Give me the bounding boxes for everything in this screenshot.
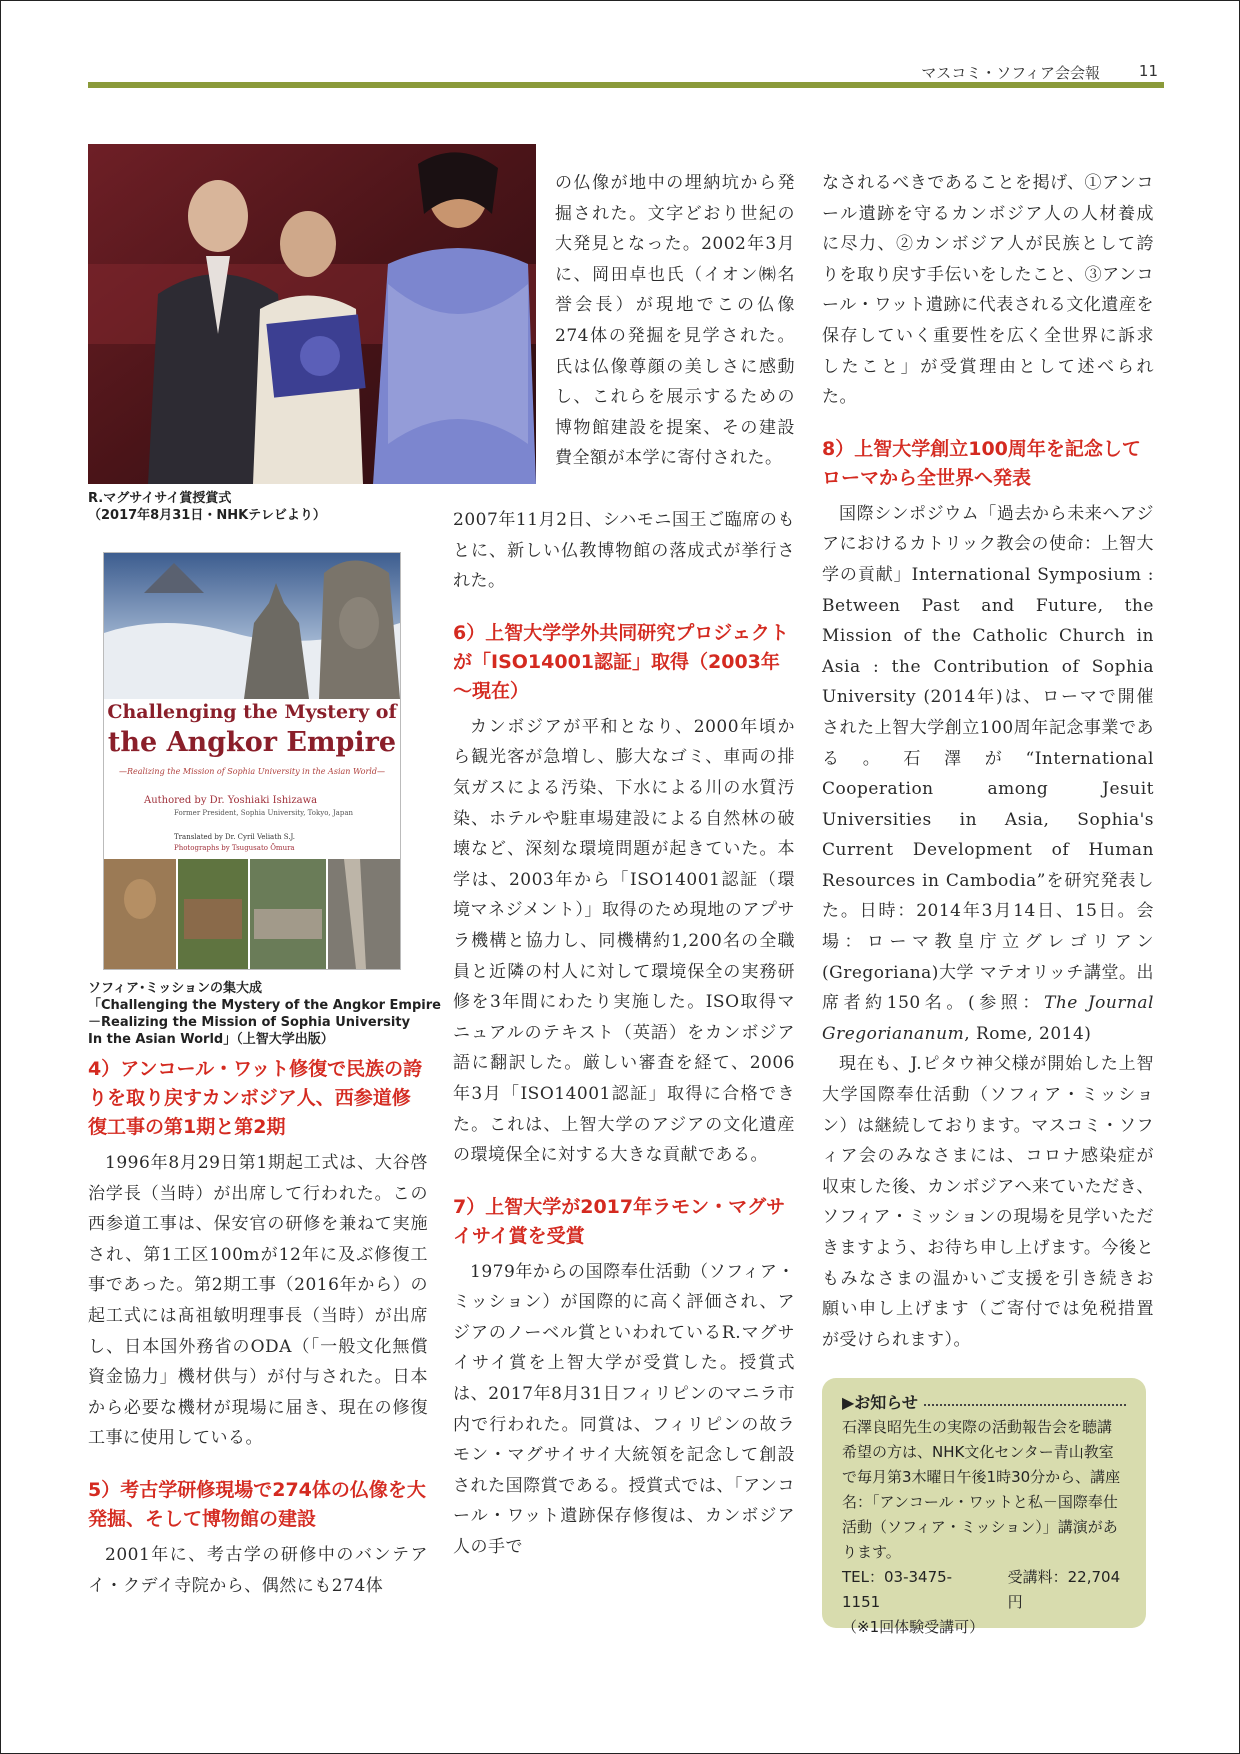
section-8-text: 国際シンポジウム「過去から未来へアジアにおけるカトリック教会の使命：上智大学の貢献」International Symposium : Between Past and Future, the Mission of the Catholic Church in Asia : the Contribution of Sophia University (2014年)は、ローマで開催された上智大学創立100周年記念事業である。石澤が“International Cooperation among Jesuit Universities in Asia, Sophia's Current Development of Human Resources in Cambodia”を研究発表した。日時：2014年3月14日、15日。会場：ローマ教皇庁立グレゴリアン(Gregoriana)大学 マテオリッチ講堂。出席者約150名。(参照：: [822, 503, 1154, 1014]
section-4-body: 1996年8月29日第1期起工式は、大谷啓治学長（当時）が出席して行われた。この西参道工事は、保安官の研修を兼ねて実施され、第1工区100mが12年に及ぶ修復工事であった。第2期工事（2016年から）の起工式には髙祖敏明理事長（当時）が出席し、日本国外務省のODA（「一般文化無償資金協力」機材供与）が付与された。日本から必要な機材が現場に届き、現在の修復工事に使用している。: [88, 1153, 428, 1449]
caption-line: R.マグサイサイ賞授賞式: [88, 491, 232, 506]
column-1: [88, 1055, 428, 1601]
section-5-body: 2001年に、考古学の研修中のバンテアイ・クデイ寺院から、偶然にも274体: [88, 1544, 428, 1596]
book-subtitle: —Realizing the Mission of Sophia University in the Asian World—: [119, 767, 385, 776]
column-2: [453, 505, 795, 1563]
award-ceremony-photo: [88, 144, 536, 484]
section-7-continued: なされるべきであることを掲げ、①アンコール遺跡を守るカンボジア人の人材養成に尽力、②カンボジア人が民族として誇りを取り戻す手伝いをしたこと、③アンコール・ワット遺跡に代表される文化遺産を保存していく重要性を広く全世界に訴求したこと」が受賞理由として述べられた。: [822, 173, 1154, 408]
section-7-body: 1979年からの国際奉仕活動（ソフィア・ミッション）が国際的に高く評価され、アジアのノーベル賞といわれているR.マグサイサイ賞を上智大学が受賞した。授賞式は、2017年8月31日フィリピンのマニラ市内で行われた。同賞は、フィリピンの故ラモン・マグサイサイ大統領を記念して創設された国際賞である。授賞式では、「アンコール・ワット遺跡保存修復は、カンボジア人の手で: [453, 1261, 795, 1558]
book-author-role: Former President, Sophia University, Tokyo, Japan: [174, 809, 353, 817]
section-7-heading: 7）上智大学が2017年ラモン・マグサイサイ賞を受賞: [453, 1195, 786, 1247]
notice-contact-row: [842, 1565, 1126, 1615]
column-3: [822, 168, 1154, 1355]
page-number: 11: [1138, 62, 1158, 80]
section-5-continued: の仏像が地中の埋納坑から発掘された。文字どおり世紀の大発見となった。2002年3月に、岡田卓也氏（イオン㈱名誉会長）が現地でこの仏像274体の発掘を見学された。氏は仏像尊顔の美しさに感動し、これらを展示するための博物館建設を提案、その建設費全額が本学に寄付された。: [555, 173, 795, 469]
book-author: Authored by Dr. Yoshiaki Ishizawa: [144, 795, 318, 806]
notice-fee: 受講料：22,704円: [1007, 1568, 1121, 1611]
notice-box: [822, 1378, 1146, 1636]
notice-note: （※1回体験受講可）: [842, 1618, 985, 1636]
section-4-heading: 4）アンコール・ワット修復で民族の誇りを取り戻すカンボジア人、西参道修復工事の第1期と第2期: [88, 1058, 423, 1138]
book-cover: [103, 552, 401, 970]
book-photographer: Photographs by Tsugusato Ōmura: [174, 844, 295, 852]
book-title-line1: Challenging the Mystery of: [107, 701, 397, 723]
section-8-citation-tail: , Rome, 2014): [964, 1023, 1092, 1044]
section-5-heading: 5）考古学研修現場で274体の仏像を大発掘、そして博物館の建設: [88, 1478, 426, 1530]
notice-body: 石澤良昭先生の実際の活動報告会を聴講希望の方は、NHK文化センター青山教室で毎月第3木曜日午後1時30分から、講座名：「アンコール・ワットと私－国際奉仕活動（ソフィア・ミッション）」講演があります。: [842, 1418, 1121, 1561]
section-8-closing: 現在も、J.ピタウ神父様が開始した上智大学国際奉仕活動（ソフィア・ミッション）は継続しております。マスコミ・ソフィア会のみなさまには、コロナ感染症が収束した後、カンボジアへ来ていただき、ソフィア・ミッションの現場を見学いただきますよう、お待ち申し上げます。今後ともみなさまの温かいご支援を引き続きお願い申し上げます（ご寄付では免税措置が受けられます）。: [822, 1054, 1154, 1350]
notice-heading: [842, 1390, 1126, 1415]
dotted-leader: [924, 1404, 1126, 1406]
section-8-body: [822, 499, 1154, 1050]
caption-line: In the Asian World」（上智大学出版）: [88, 1032, 334, 1047]
caption-line: －Realizing the Mission of Sophia University: [88, 1015, 411, 1030]
book-title-line2: the Angkor Empire: [107, 727, 397, 758]
header-rule: [88, 82, 1164, 88]
section-5-conclusion: 2007年11月2日、シハモニ国王ご臨席のもとに、新しい仏教博物館の落成式が挙行された。: [453, 510, 795, 592]
journal-title: The Journal Gregoriananum: [822, 993, 1154, 1044]
caption-line: 「Challenging the Mystery of the Angkor Empire: [88, 998, 441, 1013]
section-6-body: カンボジアが平和となり、2000年頃から観光客が急増し、膨大なゴミ、車両の排気ガスによる汚染、下水による川の水質汚染、ホテルや駐車場建設による自然林の破壊など、深刻な環境問題が起きていた。本学は、2003年から「ISO14001認証（環境マネジメント）」取得のため現地のアプサラ機構と協力し、同機構約1,200名の全職員と近隣の村人に対して環境保全の実務研修を3年間にわたり実施した。ISO取得マニュアルのテキスト（英語）をカンボジア語に翻訳した。厳しい審査を経て、2006年3月「ISO14001認証」取得に合格できた。これは、上智大学のアジアの文化遺産の環境保全に対する大きな貢献である。: [453, 716, 795, 1166]
section-6-heading: 6）上智大学学外共同研究プロジェクトが「ISO14001認証」取得（2003年～現在）: [453, 621, 789, 702]
notice-tel: TEL：03-3475-1151: [842, 1568, 953, 1611]
caption-line: ソフィア･ミッションの集大成: [88, 981, 262, 996]
section-8-heading: 8）上智大学創立100周年を記念してローマから全世界へ発表: [822, 437, 1141, 489]
caption-line: （2017年8月31日・NHKテレビより）: [88, 508, 326, 523]
column-2-narrow: [555, 168, 795, 474]
notice-title: ▶お知らせ: [842, 1393, 918, 1412]
book-translator: Translated by Dr. Cyril Veliath S.J.: [174, 833, 296, 841]
publication-title: マスコミ・ソフィア会会報: [921, 64, 1100, 82]
